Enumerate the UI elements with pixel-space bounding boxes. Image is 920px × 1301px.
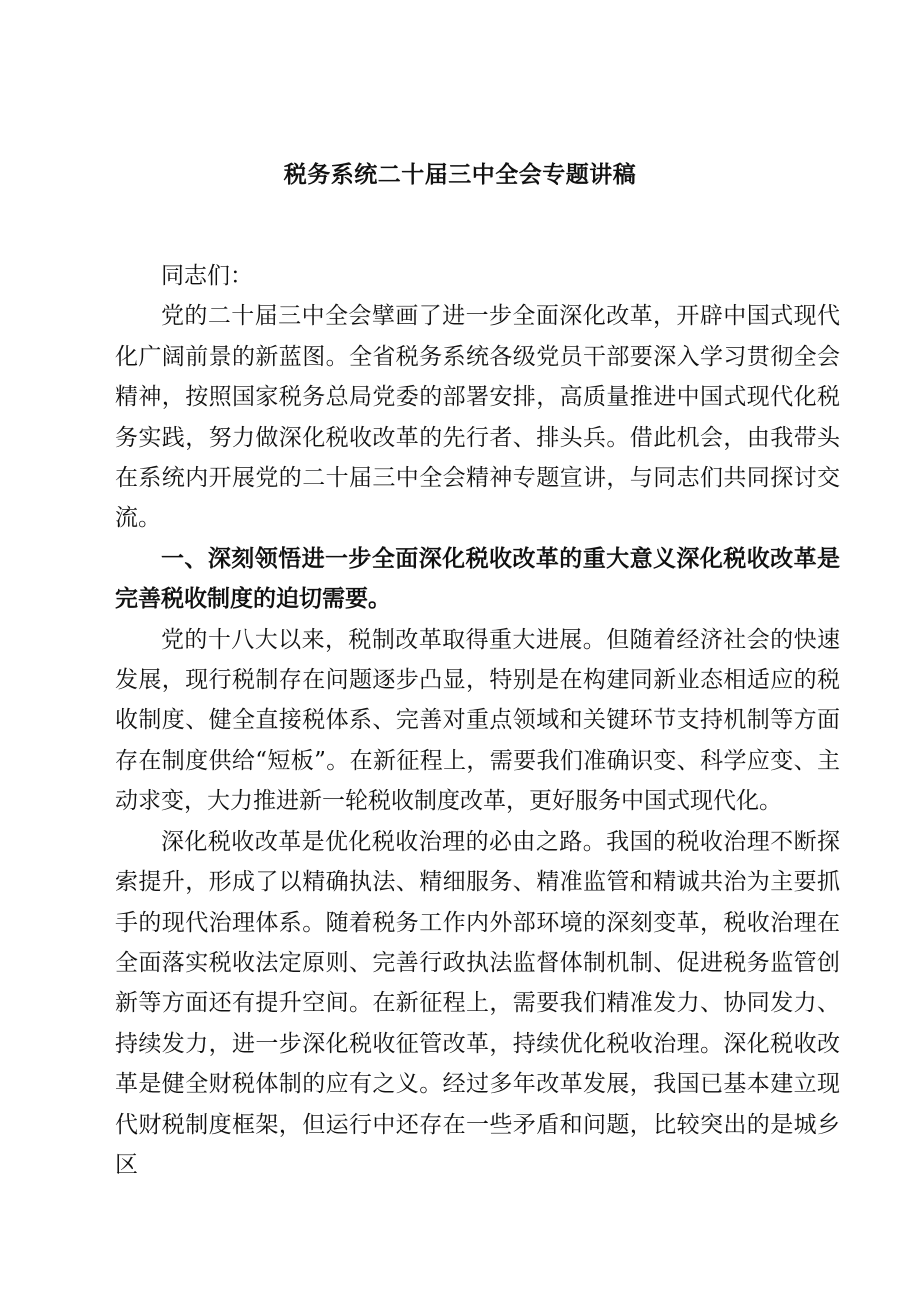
section-heading: 一、深刻领悟进一步全面深化税收改革的重大意义深化税收改革是完善税收制度的迫切需要。	[115, 545, 840, 613]
document-title: 税务系统二十届三中全会专题讲稿	[283, 162, 637, 188]
document-body	[115, 256, 840, 1185]
salutation-paragraph: 同志们：	[161, 263, 253, 289]
body-paragraph: 深化税收改革是优化税收治理的必由之路。我国的税收治理不断探索提升，形成了以精确执法、精细服务、精准监管和精诚共治为主要抓手的现代治理体系。随着税务工作内外部环境的深刻变革，税收治理在全面落实税收法定原则、完善行政执法监督体制机制、促进税务监管创新等方面还有提升空间。在新征程上，需要我们精准发力、协同发力、持续发力，进一步深化税收征管改革，持续优化税收治理。深化税收改革是健全财税体制的应有之义。经过多年改革发展，我国已基本建立现代财税制度框架，但运行中还存在一些矛盾和问题，比较突出的是城乡区	[115, 828, 840, 1178]
body-paragraph: 党的十八大以来，税制改革取得重大进展。但随着经济社会的快速发展，现行税制存在问题逐步凸显，特别是在构建同新业态相适应的税收制度、健全直接税体系、完善对重点领域和关键环节支持机制等方面存在制度供给“短板”。在新征程上，需要我们准确识变、科学应变、主动求变，大力推进新一轮税收制度改革，更好服务中国式现代化。	[115, 626, 840, 815]
intro-paragraph: 党的二十届三中全会擘画了进一步全面深化改革，开辟中国式现代化广阔前景的新蓝图。全省税务系统各级党员干部要深入学习贯彻全会精神，按照国家税务总局党委的部署安排，高质量推进中国式现代化税务实践，努力做深化税收改革的先行者、排头兵。借此机会，由我带头在系统内开展党的二十届三中全会精神专题宣讲，与同志们共同探讨交流。	[115, 303, 840, 532]
